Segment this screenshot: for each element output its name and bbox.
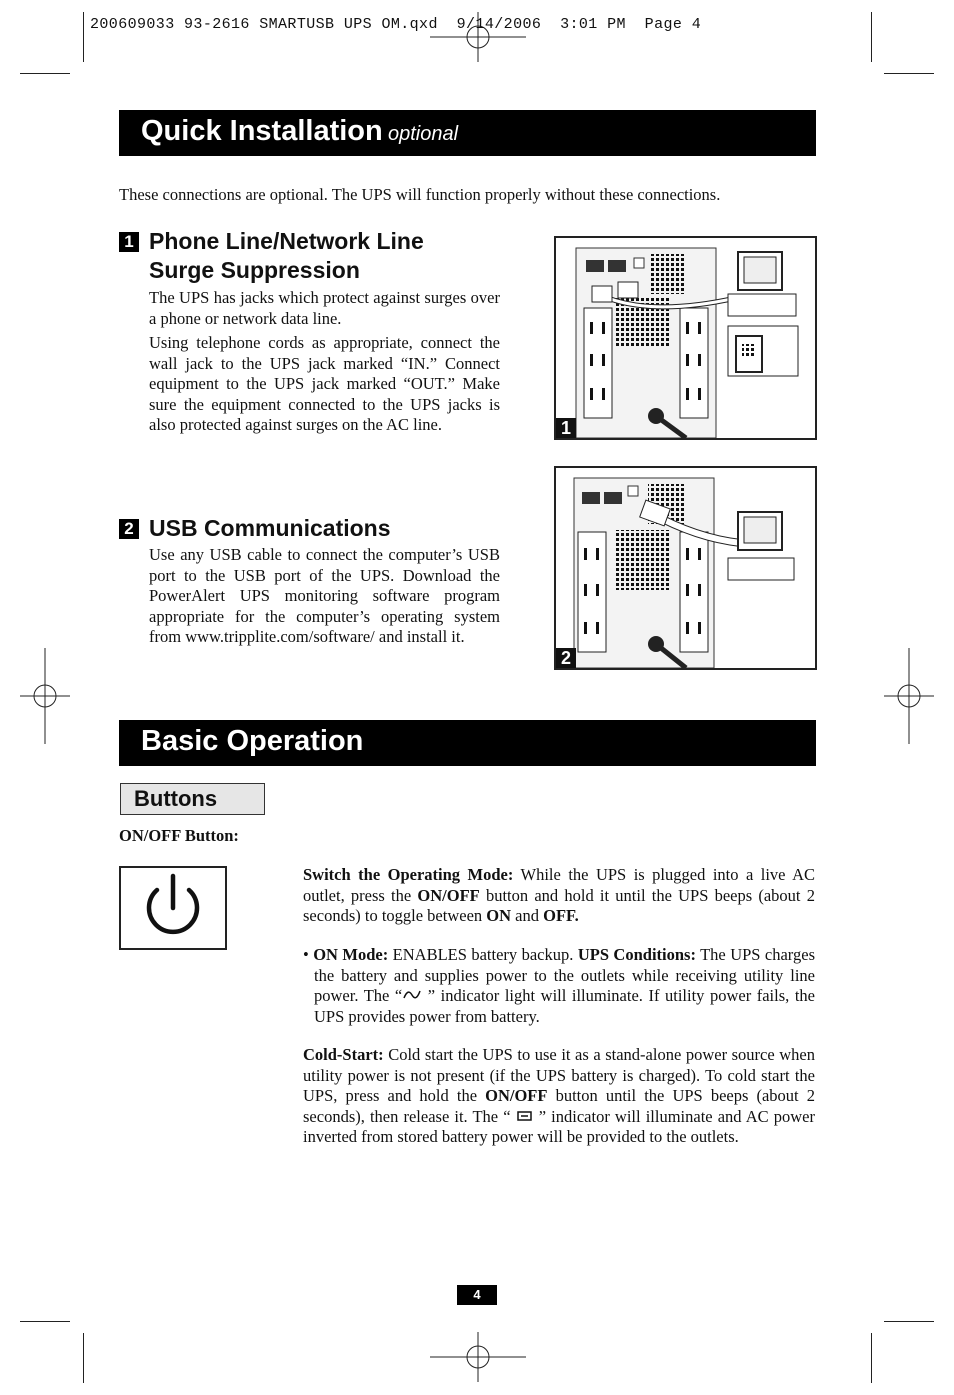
step1-heading-line2: Surge Suppression bbox=[149, 257, 360, 283]
registration-mark-left bbox=[20, 648, 70, 744]
switch-mode-bold3: OFF. bbox=[543, 906, 579, 926]
figure-phone-line-connection bbox=[554, 236, 817, 440]
ups-usb-illustration bbox=[556, 468, 815, 668]
section-subtitle: optional bbox=[388, 123, 459, 145]
figure-usb-connection bbox=[554, 466, 817, 670]
registration-mark-bottom bbox=[430, 1332, 526, 1382]
power-button-figure bbox=[119, 866, 227, 950]
on-mode-text bbox=[303, 945, 815, 1027]
step1-heading-line1: Phone Line/Network Line bbox=[149, 228, 424, 254]
switch-mode-bold1: ON/OFF bbox=[417, 885, 480, 905]
step2-number: 2 bbox=[119, 519, 139, 539]
cold-start-text2: button until the UPS beeps (about 2 seconds), then release it. The “ bbox=[303, 1086, 815, 1126]
on-mode-text1: ENABLES battery backup. bbox=[388, 945, 578, 964]
cold-start-bold1: ON/OFF bbox=[485, 1086, 548, 1106]
page-number: 4 bbox=[457, 1285, 497, 1305]
switch-mode-text3: and bbox=[511, 906, 544, 926]
switch-mode-text2: button and hold it until the UPS beeps (about 2 seconds) to toggle between bbox=[303, 885, 815, 926]
intro-text: These connections are optional. The UPS will function properly without these connections. bbox=[119, 185, 721, 204]
registration-mark-right bbox=[884, 648, 934, 744]
on-mode-lead: ON Mode: bbox=[313, 945, 389, 964]
on-mode-bold1: UPS Conditions: bbox=[577, 945, 696, 964]
battery-icon bbox=[516, 1110, 534, 1122]
cold-start-text bbox=[303, 1045, 815, 1148]
cold-start-text3: ” indicator will illuminate and AC power inverted from stored battery power will be provided to the outlets. bbox=[303, 1106, 815, 1147]
step1-para1: The UPS has jacks which protect against surges over a phone or network data line. bbox=[149, 288, 500, 328]
sine-wave-icon bbox=[402, 988, 422, 1002]
step1-heading bbox=[119, 227, 424, 256]
switch-mode-text1: While the UPS is plugged into a live AC outlet, press the bbox=[303, 865, 815, 905]
figure2-label: 2 bbox=[556, 648, 576, 668]
step2-heading-text: USB Communications bbox=[149, 515, 391, 541]
figure1-label: 1 bbox=[556, 418, 576, 438]
step1-number: 1 bbox=[119, 232, 139, 252]
bullet: • bbox=[303, 945, 314, 964]
buttons-subheading: Buttons bbox=[120, 783, 265, 815]
on-mode-text3: ” indicator light will illuminate. If utility power fails, the UPS provides power from battery. bbox=[314, 986, 815, 1026]
power-icon bbox=[121, 868, 225, 948]
section-title: Quick Installation bbox=[141, 115, 383, 147]
section-title: Basic Operation bbox=[141, 725, 364, 757]
cold-start-text1: Cold start the UPS to use it as a stand-alone power source when utility power is not present (if the UPS battery is charged). To cold start the UPS, press and hold the bbox=[303, 1045, 815, 1106]
on-mode-text2: The UPS charges the battery and supplies power to the outlets while receiving utility line power. The “ bbox=[314, 945, 815, 1006]
step2-para: Use any USB cable to connect the computer’s USB port to the USB port of the UPS. Download the PowerAlert UPS monitoring software program appropriate for the computer’s operating system from www.tripplite.com/software/ and install it. bbox=[149, 545, 500, 647]
section-header-basic-operation bbox=[119, 720, 816, 766]
switch-mode-bold2: ON bbox=[486, 906, 512, 926]
step2-heading bbox=[119, 514, 391, 543]
step1-para2: Using telephone cords as appropriate, connect the wall jack to the UPS jack marked “IN.” Connect equipment to the UPS jack marked “OUT.” Make sure the equipment connected to the UPS jacks is also protected against surges on the AC line. bbox=[149, 333, 500, 435]
switch-mode-text bbox=[303, 865, 815, 927]
section-header-quick-installation bbox=[119, 110, 816, 156]
step1-heading-cont bbox=[149, 256, 360, 285]
switch-mode-lead: Switch the Operating Mode: bbox=[303, 865, 514, 884]
print-header: 200609033 93-2616 SMARTUSB UPS OM.qxd 9/14/2006 3:01 PM Page 4 bbox=[90, 16, 702, 33]
cold-start-lead: Cold-Start: bbox=[303, 1045, 384, 1064]
onoff-button-label: ON/OFF Button: bbox=[119, 826, 239, 845]
ups-rear-panel-illustration bbox=[556, 238, 815, 438]
